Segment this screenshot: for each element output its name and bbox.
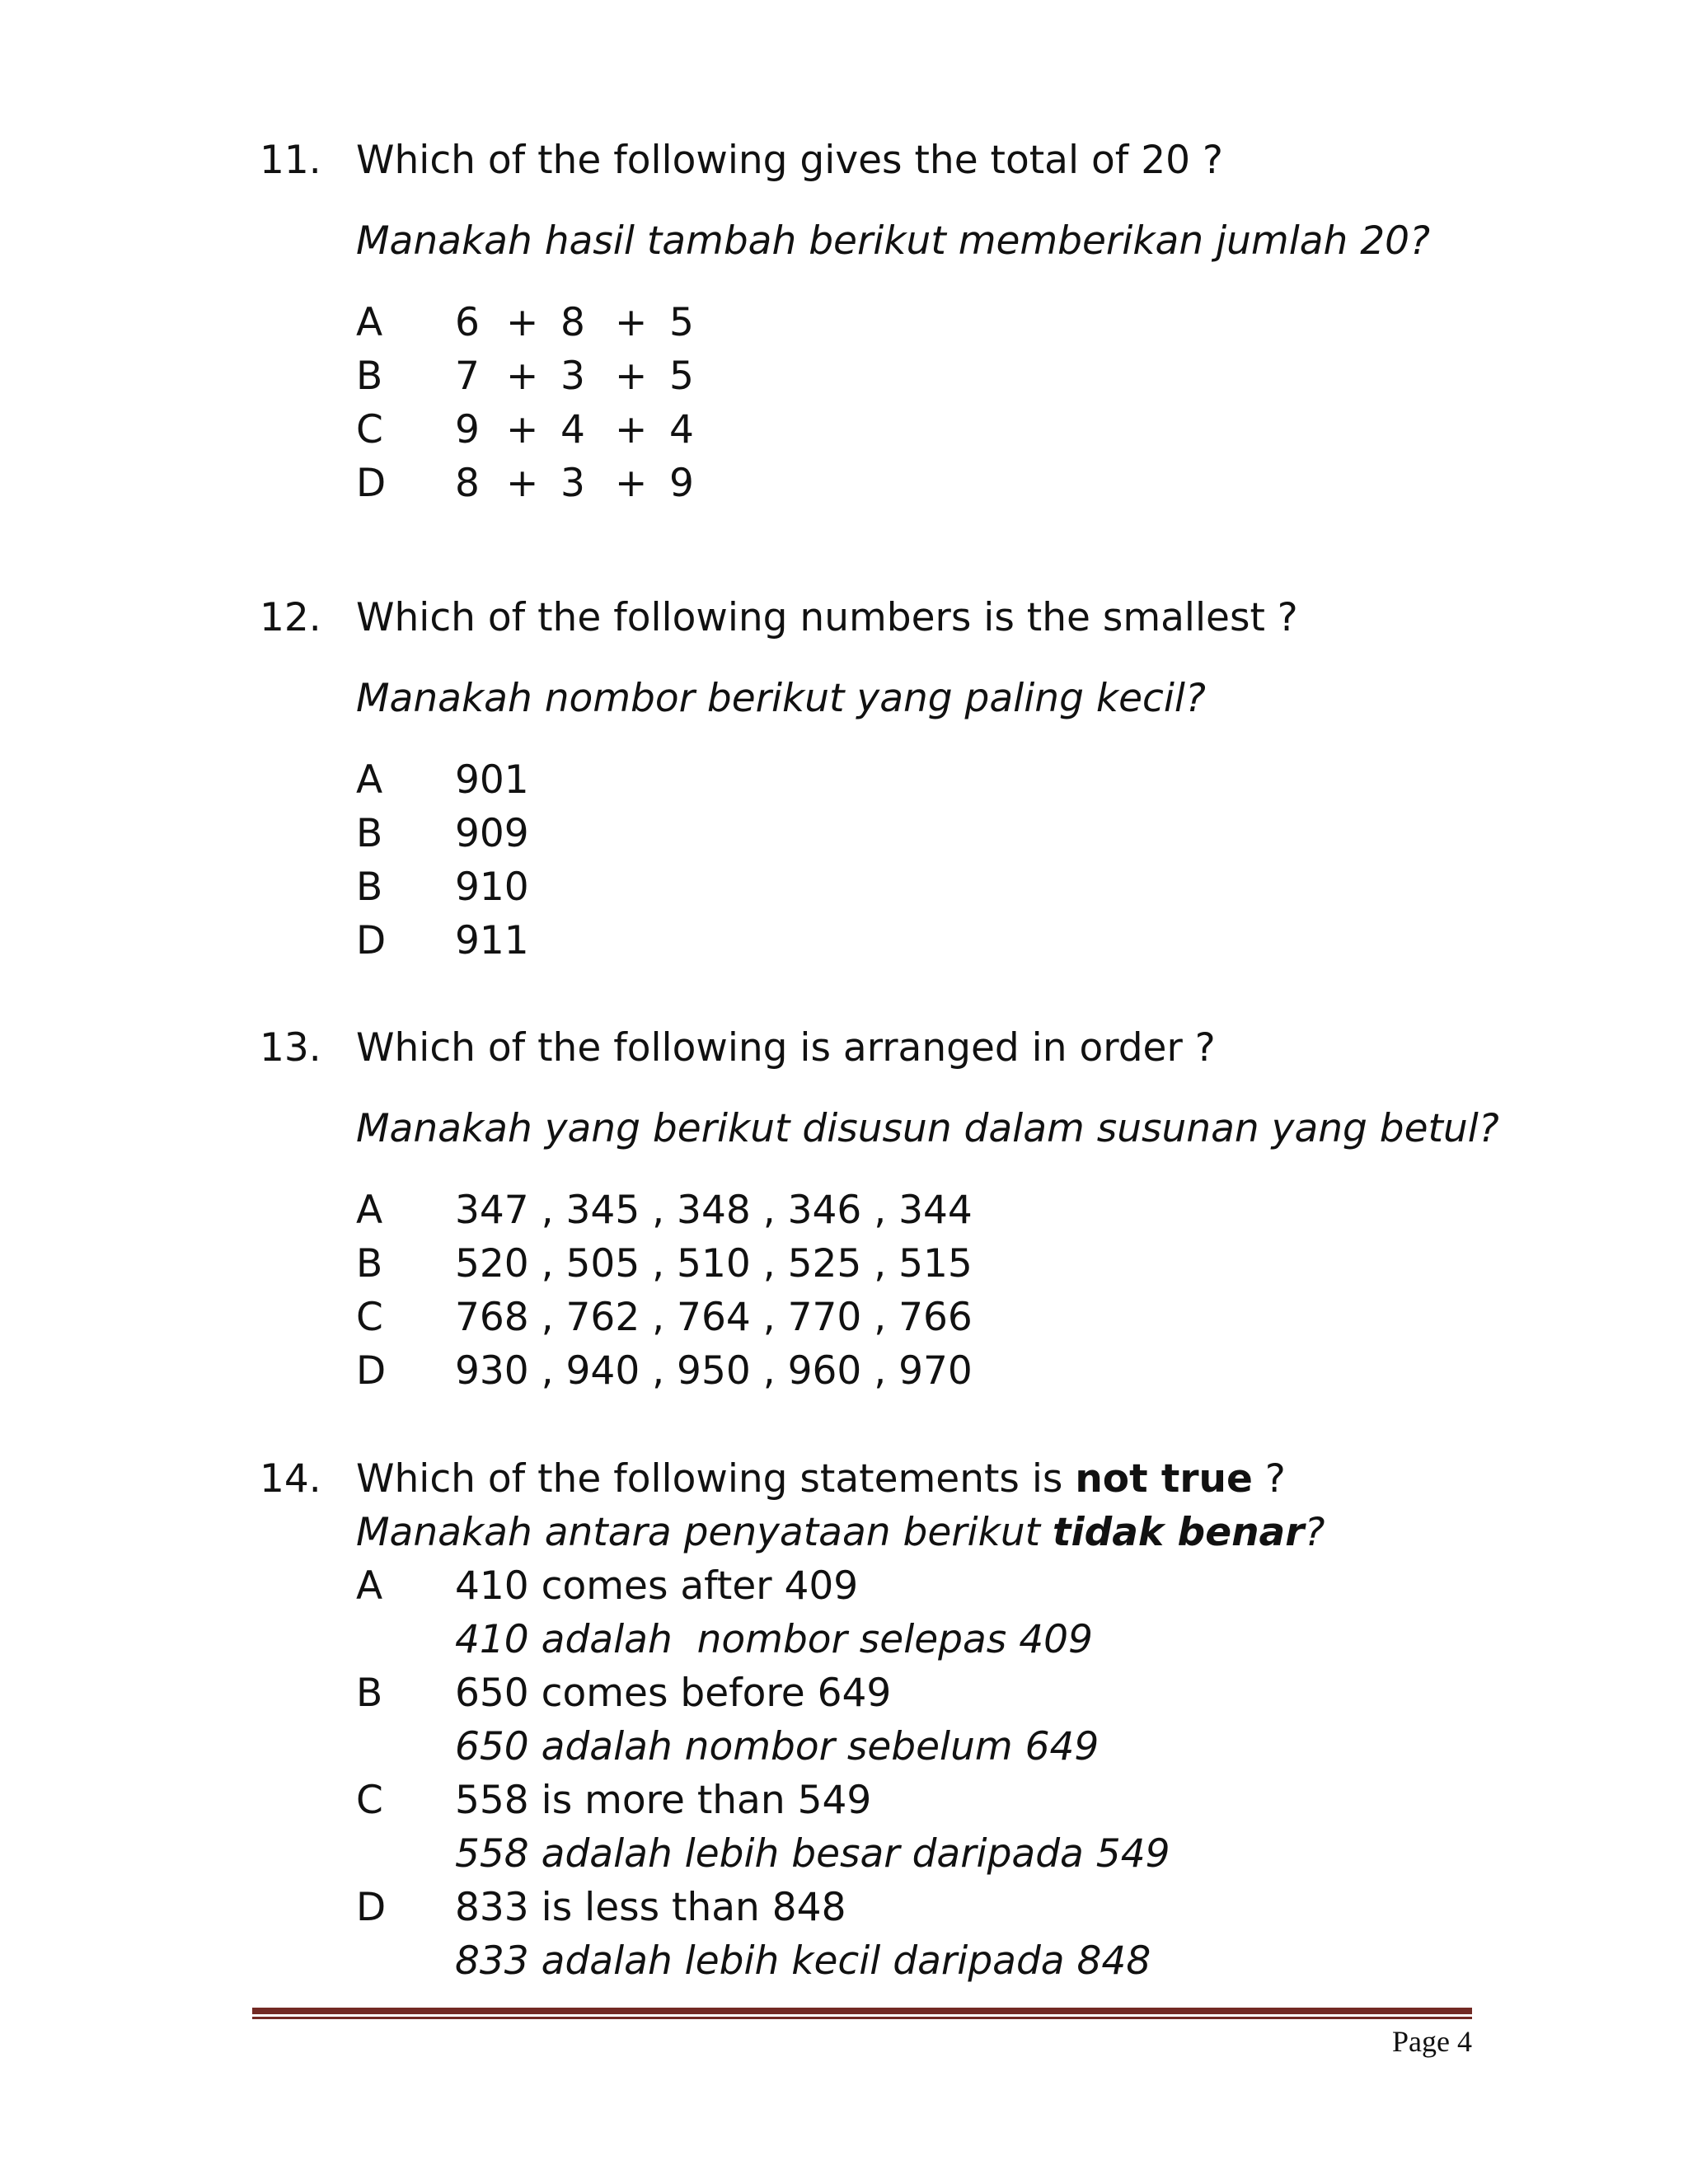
- expr-operator: +: [615, 407, 648, 452]
- option-letter: D: [356, 918, 387, 963]
- question-text-malay: Manakah yang berikut disusun dalam susunan yang betul?: [356, 1106, 1499, 1151]
- option-statement-malay: 558 adalah lebih besar daripada 549: [455, 1831, 1170, 1877]
- expr-operator: +: [615, 461, 648, 506]
- option-value: 768 , 762 , 764 , 770 , 766: [455, 1295, 973, 1340]
- option-statement-malay: 833 adalah lebih kecil daripada 848: [455, 1938, 1151, 1984]
- expr-term: 4: [669, 407, 694, 452]
- question-text-malay: Manakah hasil tambah berikut memberikan jumlah 20?: [356, 218, 1431, 264]
- expr-term: 8: [560, 300, 585, 345]
- option-letter: A: [356, 1188, 383, 1233]
- option-value: 930 , 940 , 950 , 960 , 970: [455, 1348, 973, 1394]
- option-statement-malay: 650 adalah nombor sebelum 649: [455, 1724, 1100, 1769]
- option-value: 520 , 505 , 510 , 525 , 515: [455, 1241, 973, 1286]
- expr-term: 3: [560, 461, 585, 506]
- option-letter: B: [356, 865, 383, 910]
- question-text-part: Manakah antara penyataan berikut: [356, 1510, 1053, 1555]
- question-number: 12.: [260, 595, 321, 640]
- footer-rule-thick: [252, 2008, 1472, 2014]
- option-letter: C: [356, 407, 383, 452]
- option-statement-english: 833 is less than 848: [455, 1885, 846, 1930]
- expr-term: 9: [669, 461, 694, 506]
- option-expression: [455, 352, 719, 401]
- question-emphasis: not true: [1075, 1456, 1253, 1502]
- option-letter: C: [356, 1778, 383, 1823]
- question-emphasis: tidak benar: [1053, 1510, 1305, 1555]
- expr-operator: +: [615, 300, 648, 345]
- expr-term: 4: [560, 407, 585, 452]
- option-letter: B: [356, 354, 383, 399]
- question-number: 11.: [260, 138, 321, 183]
- question-text-part: ?: [1252, 1456, 1286, 1502]
- question-text-english: Which of the following gives the total of 20 ?: [356, 138, 1223, 183]
- option-value: 910: [455, 865, 529, 910]
- expr-operator: +: [506, 354, 539, 399]
- page-number: Page 4: [1392, 2025, 1472, 2058]
- expr-term: 3: [560, 354, 585, 399]
- question-text-english: Which of the following numbers is the smallest ?: [356, 595, 1298, 640]
- option-statement-english: 410 comes after 409: [455, 1563, 859, 1609]
- option-letter: D: [356, 461, 387, 506]
- question-text-malay: Manakah nombor berikut yang paling kecil?: [356, 676, 1206, 721]
- option-letter: A: [356, 300, 383, 345]
- option-letter: B: [356, 1671, 383, 1716]
- option-letter: C: [356, 1295, 383, 1340]
- option-letter: D: [356, 1348, 387, 1394]
- expr-term: 8: [455, 461, 480, 506]
- option-expression: [455, 298, 719, 348]
- expr-operator: +: [615, 354, 648, 399]
- question-text-part: ?: [1304, 1510, 1325, 1555]
- expr-term: 9: [455, 407, 480, 452]
- expr-operator: +: [506, 300, 539, 345]
- option-statement-english: 558 is more than 549: [455, 1778, 872, 1823]
- question-text-malay: [356, 1508, 1325, 1558]
- option-statement-english: 650 comes before 649: [455, 1671, 892, 1716]
- footer-rule-thin: [252, 2017, 1472, 2019]
- question-text-part: Which of the following statements is: [356, 1456, 1076, 1502]
- question-text-english: [356, 1455, 1286, 1504]
- expr-term: 6: [455, 300, 480, 345]
- option-expression: [455, 405, 719, 455]
- option-letter: A: [356, 757, 383, 803]
- option-value: 347 , 345 , 348 , 346 , 344: [455, 1188, 973, 1233]
- option-value: 901: [455, 757, 529, 803]
- option-expression: [455, 459, 719, 509]
- option-letter: B: [356, 1241, 383, 1286]
- question-text-english: Which of the following is arranged in order ?: [356, 1025, 1216, 1071]
- expr-operator: +: [506, 461, 539, 506]
- option-value: 911: [455, 918, 529, 963]
- expr-term: 7: [455, 354, 480, 399]
- option-value: 909: [455, 811, 529, 856]
- option-letter: B: [356, 811, 383, 856]
- option-letter: A: [356, 1563, 383, 1609]
- question-number: 13.: [260, 1025, 321, 1071]
- question-number: 14.: [260, 1456, 321, 1502]
- option-letter: D: [356, 1885, 387, 1930]
- expr-operator: +: [506, 407, 539, 452]
- expr-term: 5: [669, 300, 694, 345]
- option-statement-malay: 410 adalah nombor selepas 409: [455, 1617, 1093, 1662]
- expr-term: 5: [669, 354, 694, 399]
